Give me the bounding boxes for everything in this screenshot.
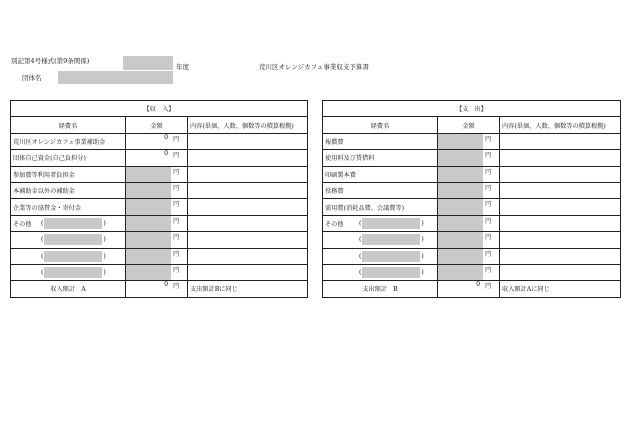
expense-item-label: 役務費 <box>323 182 438 198</box>
open-paren: ( <box>359 269 362 277</box>
income-amount: 0 <box>164 150 168 158</box>
expense-detail-cell[interactable] <box>500 133 621 149</box>
expense-detail-cell[interactable] <box>500 264 621 280</box>
yen-unit: 円 <box>173 168 180 176</box>
close-paren: ) <box>421 236 424 244</box>
income-total-label: 収入額計 A <box>11 281 126 297</box>
yen-unit: 円 <box>485 234 492 242</box>
expense-total-amount: 0 <box>476 281 480 289</box>
fiscal-year-field[interactable] <box>123 56 173 70</box>
expense-detail-cell[interactable] <box>500 182 621 198</box>
yen-unit: 円 <box>485 201 492 209</box>
yen-unit: 円 <box>173 201 180 209</box>
expense-amount-input[interactable] <box>438 232 483 247</box>
yen-unit: 円 <box>173 152 180 160</box>
open-paren: ( <box>359 252 362 260</box>
expense-amount-input[interactable] <box>438 249 483 264</box>
yen-unit: 円 <box>173 283 180 291</box>
yen-unit: 円 <box>173 135 180 143</box>
yen-unit: 円 <box>173 234 180 242</box>
yen-unit: 円 <box>485 283 492 291</box>
open-paren: ( <box>41 219 44 227</box>
expense-col-detail: 内容(単価、人数、個数等の積算根拠) <box>500 117 621 133</box>
expense-other-name-input[interactable] <box>362 267 420 278</box>
table-row <box>323 166 621 182</box>
expense-detail-cell[interactable] <box>500 150 621 166</box>
expense-detail-cell[interactable] <box>500 215 621 231</box>
income-total-amount: 0 <box>164 281 168 289</box>
income-col-amount: 金額 <box>126 117 188 133</box>
table-row <box>323 232 621 248</box>
total-row <box>11 281 308 297</box>
form-label: 別記第4号様式(第9条関係) <box>11 57 90 65</box>
expense-detail-cell[interactable] <box>500 166 621 182</box>
table-row <box>11 133 308 149</box>
open-paren: ( <box>41 236 44 244</box>
expense-amount-input[interactable] <box>438 199 483 214</box>
expense-section-title: 【支 出】 <box>323 101 621 117</box>
fiscal-year-suffix: 年度 <box>176 63 189 71</box>
table-row <box>323 150 621 166</box>
table-row <box>323 182 621 198</box>
income-other-name-input[interactable] <box>44 251 102 262</box>
income-detail-cell[interactable] <box>188 182 308 198</box>
income-other-name-input[interactable] <box>44 267 102 278</box>
expense-col-amount: 金額 <box>438 117 500 133</box>
close-paren: ) <box>421 269 424 277</box>
yen-unit: 円 <box>485 135 492 143</box>
income-item-label: 本補助金以外の補助金 <box>11 182 126 198</box>
income-amount-input[interactable] <box>126 167 171 182</box>
table-row <box>11 215 308 231</box>
expense-item-label: 使用料及び賃借料 <box>323 150 438 166</box>
income-table <box>10 100 308 298</box>
table-row <box>323 199 621 215</box>
yen-unit: 円 <box>485 168 492 176</box>
expense-amount-input[interactable] <box>438 183 483 198</box>
income-detail-cell[interactable] <box>188 264 308 280</box>
income-detail-cell[interactable] <box>188 166 308 182</box>
expense-amount-input[interactable] <box>438 150 483 165</box>
income-detail-cell[interactable] <box>188 248 308 264</box>
yen-unit: 円 <box>173 217 180 225</box>
org-name-field[interactable] <box>58 71 173 84</box>
yen-unit: 円 <box>485 152 492 160</box>
income-detail-cell[interactable] <box>188 199 308 215</box>
income-item-label: 参加費等利用者負担金 <box>11 166 126 182</box>
open-paren: ( <box>359 236 362 244</box>
expense-col-item: 経費名 <box>323 117 438 133</box>
yen-unit: 円 <box>173 184 180 192</box>
expense-table <box>322 100 621 298</box>
income-item-label: 団体自己資金(自己負担分) <box>11 150 126 166</box>
income-amount-input[interactable] <box>126 265 171 280</box>
yen-unit: 円 <box>485 250 492 258</box>
table-row <box>11 182 308 198</box>
expense-amount-input[interactable] <box>438 216 483 231</box>
table-row <box>11 150 308 166</box>
table-row <box>11 232 308 248</box>
close-paren: ) <box>421 252 424 260</box>
expense-total-label: 支出額計 B <box>323 281 438 297</box>
total-row <box>323 281 621 297</box>
expense-detail-cell[interactable] <box>500 199 621 215</box>
expense-other-name-input[interactable] <box>362 251 420 262</box>
income-detail-cell[interactable] <box>188 150 308 166</box>
document-title: 荒川区オレンジカフェ事業収支予算書 <box>259 63 369 71</box>
income-detail-cell[interactable] <box>188 215 308 231</box>
close-paren: ) <box>103 236 106 244</box>
table-row <box>323 133 621 149</box>
income-col-detail: 内容(単価、人数、個数等の積算根拠) <box>188 117 308 133</box>
table-row <box>11 248 308 264</box>
income-detail-cell[interactable] <box>188 133 308 149</box>
yen-unit: 円 <box>173 250 180 258</box>
expense-other-label: その他 <box>325 220 344 228</box>
table-row <box>11 166 308 182</box>
income-amount: 0 <box>164 133 168 141</box>
income-detail-cell[interactable] <box>188 232 308 248</box>
income-amount-input[interactable] <box>126 183 171 198</box>
yen-unit: 円 <box>173 266 180 274</box>
expense-amount-input[interactable] <box>438 134 483 149</box>
table-row <box>11 264 308 280</box>
income-item-label: 企業等の協賛金・寄付金 <box>11 199 126 215</box>
income-amount-input[interactable] <box>126 216 171 231</box>
income-other-name-input[interactable] <box>44 218 102 229</box>
expense-item-label: 需用費(消耗品費、会議費等) <box>323 199 438 215</box>
income-amount-input[interactable] <box>126 199 171 214</box>
income-other-name-input[interactable] <box>44 234 102 245</box>
table-row <box>323 248 621 264</box>
expense-other-name-input[interactable] <box>362 218 420 229</box>
close-paren: ) <box>103 252 106 260</box>
org-label: 団体名 <box>22 74 42 82</box>
income-section-title: 【収 入】 <box>11 101 308 117</box>
expense-amount-input[interactable] <box>438 167 483 182</box>
income-other-label: その他 <box>13 220 32 228</box>
yen-unit: 円 <box>485 217 492 225</box>
table-row <box>11 199 308 215</box>
income-amount-input[interactable] <box>126 249 171 264</box>
close-paren: ) <box>421 219 424 227</box>
table-row <box>323 215 621 231</box>
open-paren: ( <box>359 219 362 227</box>
income-item-label: 荒川区オレンジカフェ事業補助金 <box>11 133 126 149</box>
expense-detail-cell[interactable] <box>500 232 621 248</box>
close-paren: ) <box>103 219 106 227</box>
expense-item-label: 印刷製本費 <box>323 166 438 182</box>
expense-other-name-input[interactable] <box>362 234 420 245</box>
close-paren: ) <box>103 269 106 277</box>
income-col-item: 経費名 <box>11 117 126 133</box>
yen-unit: 円 <box>485 266 492 274</box>
expense-amount-input[interactable] <box>438 265 483 280</box>
table-row <box>323 264 621 280</box>
yen-unit: 円 <box>485 184 492 192</box>
income-total-note: 支出額計Bに同じ <box>188 281 308 297</box>
expense-total-note: 収入額計Aに同じ <box>500 281 621 297</box>
open-paren: ( <box>41 252 44 260</box>
expense-item-label: 報償費 <box>323 133 438 149</box>
open-paren: ( <box>41 269 44 277</box>
income-amount-input[interactable] <box>126 232 171 247</box>
expense-detail-cell[interactable] <box>500 248 621 264</box>
